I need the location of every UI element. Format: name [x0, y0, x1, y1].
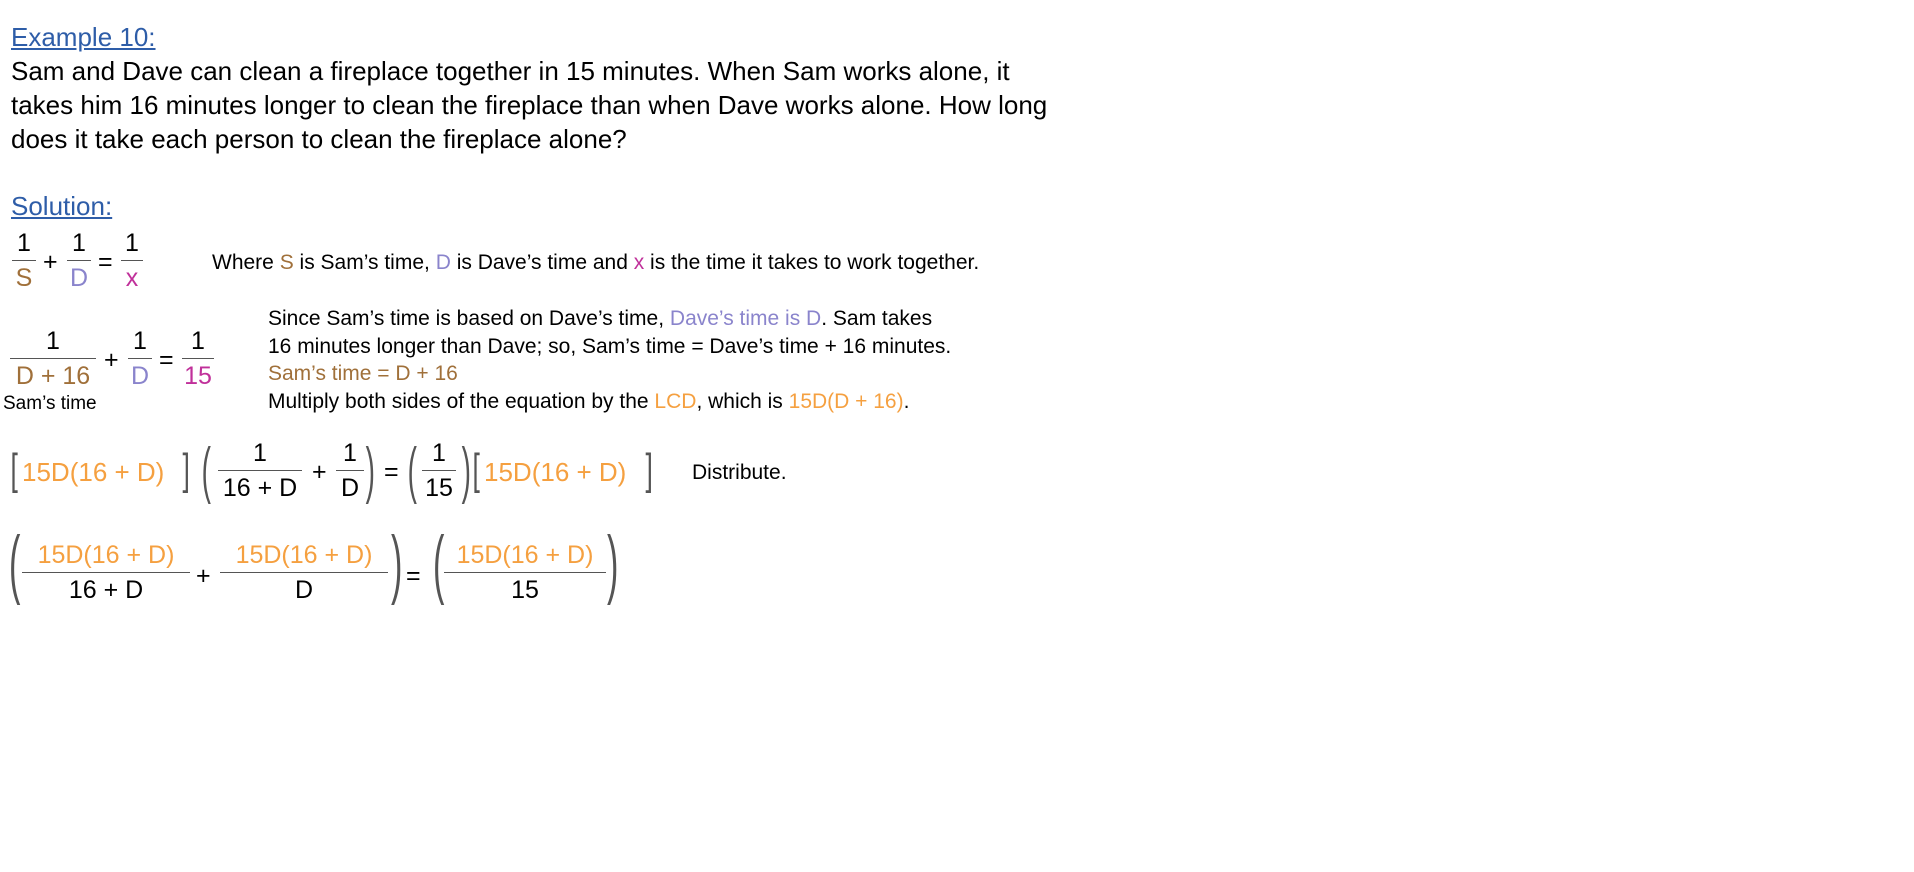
lcd-value: 15D(D + 16): [788, 390, 904, 413]
where-text: is Sam’s time,: [293, 251, 436, 274]
since-line-2: 16 minutes longer than Dave; so, Sam’s time = Dave’s time + 16 minutes.: [268, 335, 952, 358]
numerator: 1: [17, 229, 31, 257]
var-d: D: [435, 251, 451, 274]
left-paren: (: [432, 521, 445, 606]
fraction-1-over-x: [121, 228, 143, 293]
plus-sign: +: [43, 248, 58, 276]
numerator: 1: [343, 439, 357, 467]
right-paren: ): [461, 436, 471, 505]
fraction-lcd-over-16-plus-d: [22, 540, 190, 605]
fraction-lcd-over-d: [220, 540, 388, 605]
since-text: Multiply both sides of the equation by the: [268, 390, 655, 413]
since-text: Since Sam’s time is based on Dave’s time,: [268, 307, 670, 330]
denominator: D: [69, 264, 89, 292]
denominator: 15: [511, 576, 539, 604]
fraction-1-over-d: [128, 326, 152, 391]
right-paren: ): [390, 521, 403, 606]
fraction-1-over-15: [182, 326, 214, 391]
denominator: 16 + D: [68, 576, 144, 604]
fraction-1-over-s: [12, 228, 36, 293]
numerator: 1: [133, 327, 147, 355]
since-line-1: [268, 307, 932, 331]
numerator: 15D(16 + D): [235, 541, 373, 569]
where-note: [212, 251, 979, 275]
numerator: 1: [432, 439, 446, 467]
denominator: 15: [425, 474, 453, 502]
equals-sign: =: [98, 248, 113, 276]
right-bracket: ]: [645, 445, 653, 494]
fraction-1-over-15: [422, 438, 456, 503]
var-x: x: [633, 251, 645, 274]
equals-sign: =: [406, 562, 421, 590]
left-paren: (: [407, 436, 417, 505]
where-text: is the time it takes to work together.: [644, 251, 980, 274]
example-title: Example 10:: [11, 22, 156, 52]
where-text: Where: [212, 251, 280, 274]
since-text: , which is: [696, 390, 789, 413]
equals-sign: =: [159, 346, 174, 374]
plus-sign: +: [104, 346, 119, 374]
denominator: D: [130, 362, 150, 390]
denominator: D: [340, 474, 360, 502]
equals-sign: =: [384, 458, 399, 486]
lcd-highlight: LCD: [654, 390, 697, 413]
problem-text: Sam and Dave can clean a fireplace together in 15 minutes. When Sam works alone, it takes him 16 minutes longer to clean the fireplace than when Dave works alone. How long does it take each person to clean the fireplace alone?: [11, 56, 1048, 154]
left-paren: (: [201, 436, 211, 505]
left-bracket: [: [10, 445, 18, 494]
denominator: S: [15, 264, 33, 292]
denominator: x: [125, 264, 139, 292]
fraction-lcd-over-15: [444, 540, 606, 605]
daves-time-highlight: Dave’s time is D: [669, 307, 822, 330]
numerator: 1: [46, 327, 60, 355]
fraction-1-over-d: [336, 438, 364, 503]
fraction-1-over-16-plus-d: [218, 438, 302, 503]
right-paren: ): [365, 436, 375, 505]
denominator: D: [294, 576, 314, 604]
left-paren: (: [8, 521, 21, 606]
numerator: 15D(16 + D): [456, 541, 594, 569]
sams-time-label: Sam’s time: [3, 393, 97, 414]
lcd-expression: 15D(16 + D): [22, 457, 165, 487]
since-text: . Sam takes: [821, 307, 933, 330]
numerator: 1: [125, 229, 139, 257]
numerator: 1: [72, 229, 86, 257]
since-text: .: [903, 390, 910, 413]
left-bracket: [: [472, 445, 480, 494]
fraction-1-over-d-plus-16: [10, 326, 96, 391]
right-paren: ): [606, 521, 619, 606]
denominator: 15: [184, 362, 212, 390]
lcd-expression: 15D(16 + D): [484, 457, 627, 487]
solution-title: Solution:: [11, 191, 113, 221]
since-line-3: Sam’s time = D + 16: [268, 362, 458, 385]
plus-sign: +: [196, 562, 211, 590]
denominator: 16 + D: [222, 474, 298, 502]
plus-sign: +: [312, 458, 327, 486]
fraction-1-over-d: [67, 228, 91, 293]
distribute-note: Distribute.: [692, 461, 787, 484]
right-bracket: ]: [182, 445, 190, 494]
numerator: 1: [253, 439, 267, 467]
numerator: 15D(16 + D): [37, 541, 175, 569]
denominator: D + 16: [15, 362, 91, 390]
numerator: 1: [191, 327, 205, 355]
var-s: S: [279, 251, 294, 274]
where-text: is Dave’s time and: [450, 251, 634, 274]
since-line-4: [268, 390, 909, 414]
